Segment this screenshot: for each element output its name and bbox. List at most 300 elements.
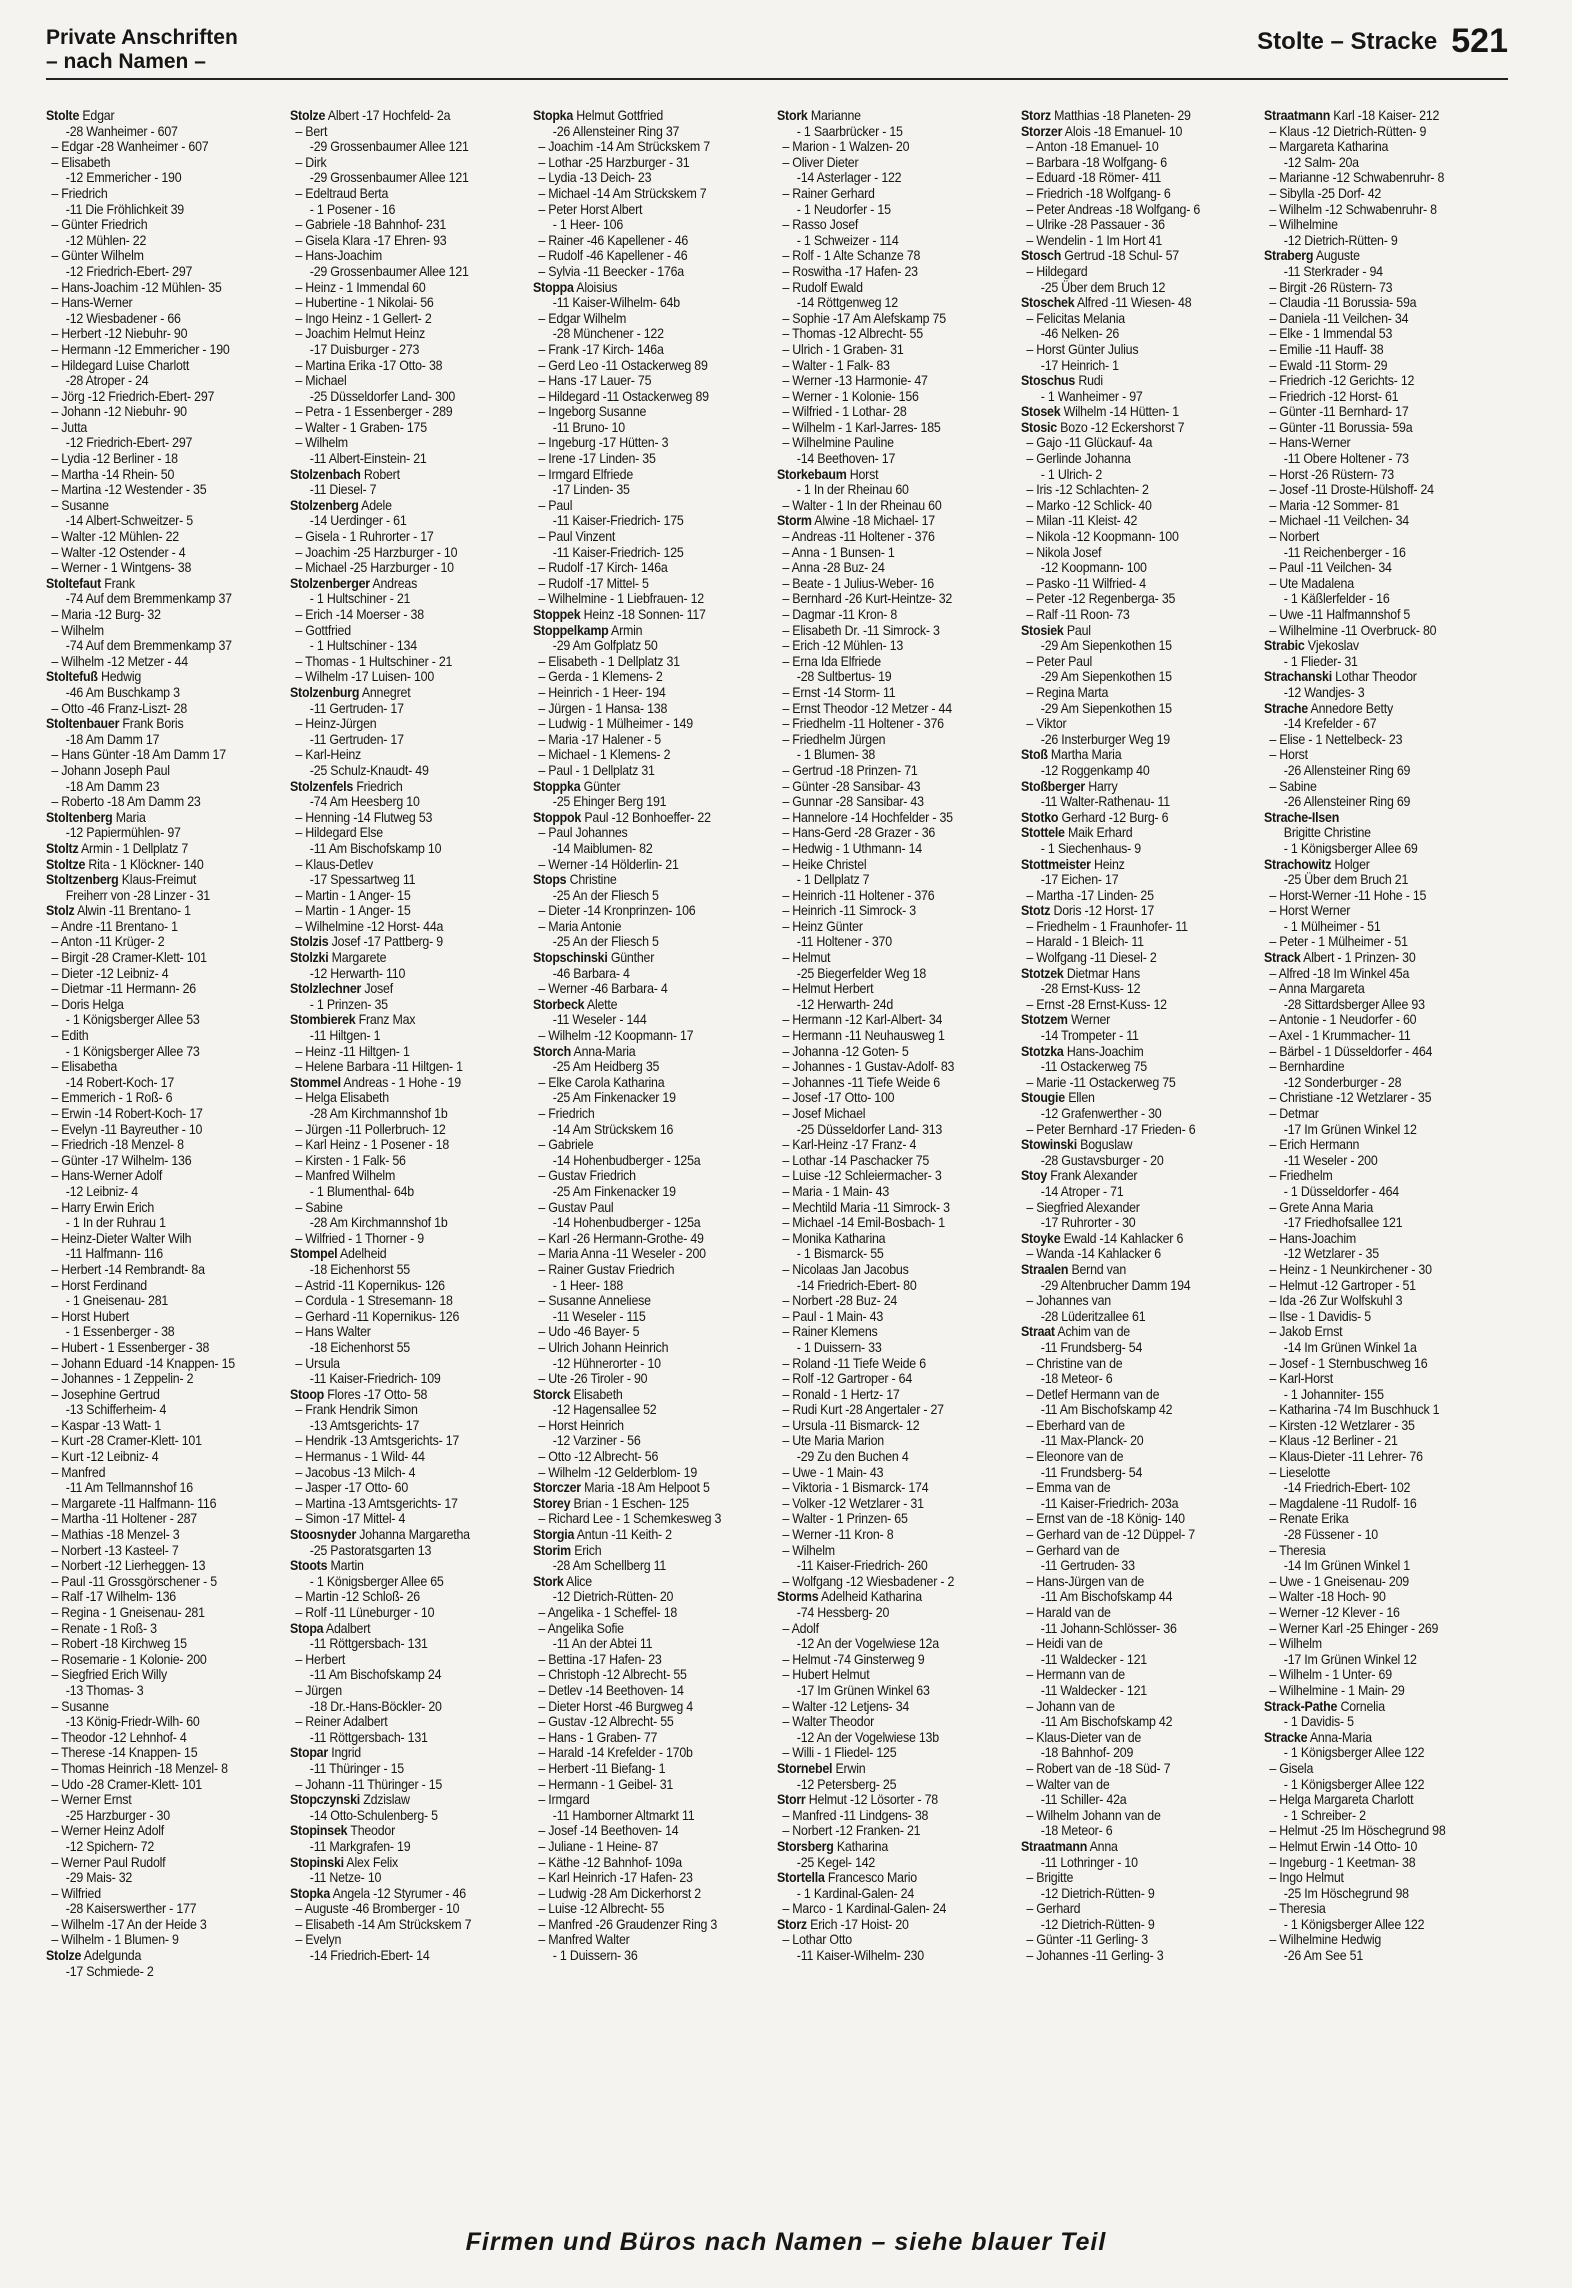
listing-line — [777, 529, 996, 545]
listing-line — [777, 217, 996, 233]
listing-line — [533, 1262, 752, 1278]
listing-text: Aloisius — [576, 279, 618, 295]
listing-line — [46, 420, 265, 436]
listing-line — [1021, 1730, 1240, 1746]
listing-text: -12 Friedrich-Ebert- 297 — [65, 435, 193, 451]
listing-text: – Evelyn — [295, 1932, 341, 1948]
listing-text: – Wilhelm -12 Metzer - 44 — [51, 653, 188, 669]
listing-line — [46, 451, 265, 467]
listing-line — [777, 1527, 996, 1543]
surname-entry — [46, 1948, 265, 1964]
listing-text: – Josef Michael — [782, 1106, 866, 1121]
listing-text: – Hubertine - 1 Nikolai- 56 — [295, 295, 434, 311]
listing-line — [533, 1278, 752, 1294]
section-title-line1: Private Anschriften — [46, 26, 238, 49]
listing-line — [533, 435, 752, 451]
listing-line — [533, 701, 752, 717]
surname: Stosic — [1020, 419, 1057, 435]
listing-line — [1021, 1215, 1240, 1231]
listing-text: -29 Am Siepenkothen 15 — [1040, 638, 1172, 654]
surname-entry — [1021, 404, 1240, 420]
listing-line — [1021, 1449, 1240, 1465]
surname-entry — [1264, 1730, 1483, 1746]
listing-line — [1264, 1870, 1483, 1886]
listing-text: - 1 Bismarck- 55 — [796, 1246, 884, 1262]
listing-text: – Volker -12 Wetzlarer - 31 — [782, 1495, 924, 1511]
listing-line — [1264, 747, 1483, 763]
listing-line — [777, 669, 996, 685]
listing-text: – Sabine — [295, 1199, 343, 1215]
listing-text: – Paul - 1 Dellplatz 31 — [538, 762, 656, 778]
listing-text: – Jürgen — [295, 1682, 342, 1698]
surname: Stoltenberg — [46, 809, 113, 825]
listing-line — [533, 1293, 752, 1309]
listing-text: Achim van de — [1057, 1324, 1130, 1340]
listing-text: -14 Robert-Koch- 17 — [65, 1074, 175, 1090]
listing-text: – Werner -12 Klever - 16 — [1269, 1605, 1401, 1620]
listing-text: – Horst — [1269, 747, 1309, 763]
listing-text: – Renate Erika — [1269, 1511, 1349, 1527]
listing-line — [1264, 1215, 1483, 1231]
listing-text: - 1 Blumenthal- 64b — [309, 1183, 414, 1199]
listing-line — [1264, 1636, 1483, 1652]
surname: Straatmann — [1020, 1838, 1087, 1854]
listing-line — [290, 451, 509, 467]
surname-entry — [533, 1387, 752, 1403]
listing-text: – Sibylla -25 Dorf- 42 — [1269, 185, 1382, 201]
listing-line — [290, 763, 509, 779]
listing-line — [290, 1449, 509, 1465]
listing-text: -26 Am See 51 — [1284, 1948, 1364, 1964]
listing-line — [1264, 1558, 1483, 1574]
listing-text: – Paul Johannes — [538, 825, 628, 841]
surname-entry — [290, 576, 509, 592]
listing-text: – Hans -17 Lauer- 75 — [538, 373, 652, 389]
listing-line — [290, 1340, 509, 1356]
listing-text: -12 Roggenkamp 40 — [1040, 762, 1150, 778]
surname-entry — [1021, 248, 1240, 264]
listing-line — [533, 825, 752, 841]
listing-text: -14 Im Grünen Winkel 1 — [1284, 1558, 1411, 1574]
listing-text: – Lydia -13 Deich- 23 — [538, 170, 652, 186]
listing-text: – Martina -12 Westender - 35 — [51, 482, 207, 498]
surname-entry — [1021, 857, 1240, 873]
listing-line — [46, 825, 265, 841]
listing-line — [533, 389, 752, 405]
surname: Storsberg — [777, 1838, 834, 1854]
listing-text: – Werner Karl -25 Ehinger - 269 — [1269, 1620, 1439, 1636]
listing-text: -28 Kaiserswerther - 177 — [65, 1901, 197, 1917]
listing-line — [1264, 1059, 1483, 1075]
listing-text: – Werner - 1 Wintgens- 38 — [51, 560, 192, 576]
listing-text: Ellen — [1067, 1090, 1095, 1106]
listing-text: Antun -11 Keith- 2 — [577, 1527, 673, 1543]
listing-line — [46, 1480, 265, 1496]
surname: Stracke — [1264, 1729, 1308, 1745]
listing-text: Erich — [574, 1542, 602, 1558]
listing-text: – Hendrik -13 Amtsgerichts- 17 — [295, 1433, 459, 1449]
listing-text: -14 Am Strückskem 16 — [553, 1121, 674, 1137]
listing-line — [1264, 1792, 1483, 1808]
listing-text: Adelgunda — [83, 1948, 142, 1964]
listing-line — [290, 1465, 509, 1481]
surname-entry — [533, 1527, 752, 1543]
listing-line — [777, 1371, 996, 1387]
listing-text: – Erich -12 Mühlen- 13 — [782, 638, 904, 654]
listing-line — [777, 654, 996, 670]
listing-line — [290, 872, 509, 888]
surname-entry — [46, 857, 265, 873]
surname-entry — [46, 903, 265, 919]
surname: Stoß — [1020, 747, 1048, 763]
listing-line — [46, 1761, 265, 1777]
listing-line — [46, 1137, 265, 1153]
listing-text: – Gisela Klara -17 Ehren- 93 — [295, 232, 447, 248]
listing-text: – Dirk — [295, 154, 327, 170]
listing-line — [1264, 1745, 1483, 1761]
surname-entry — [46, 108, 265, 124]
listing-line — [533, 1901, 752, 1917]
listing-text: – Heinrich -11 Holtener - 376 — [782, 887, 935, 903]
surname: Stoltzenberg — [46, 872, 119, 888]
listing-line — [46, 389, 265, 405]
listing-line — [777, 1948, 996, 1964]
listing-text: – Herbert -14 Rembrandt- 8a — [51, 1261, 205, 1277]
listing-text: – Bernhardine — [1269, 1059, 1345, 1075]
listing-text: – Martin - 1 Anger- 15 — [295, 887, 411, 903]
listing-line — [777, 202, 996, 218]
listing-text: – Wilhelm — [1269, 1636, 1323, 1652]
surname: Stolzenbach — [289, 466, 361, 482]
surname: Stopczynski — [289, 1792, 360, 1808]
listing-line — [1264, 1449, 1483, 1465]
surname: Stotzek — [1020, 965, 1064, 981]
listing-line — [1264, 1855, 1483, 1871]
listing-text: Freiherr von -28 Linzer - 31 — [65, 887, 210, 903]
listing-line — [777, 1449, 996, 1465]
surname-entry — [533, 1543, 752, 1559]
listing-line — [533, 1309, 752, 1325]
listing-line — [533, 1683, 752, 1699]
listing-text: Angela -12 Styrumer - 46 — [332, 1885, 466, 1901]
listing-line — [1264, 1777, 1483, 1793]
listing-text: – Felicitas Melania — [1026, 310, 1125, 326]
listing-text: -25 Über dem Bruch 12 — [1040, 279, 1165, 295]
listing-text: – Hannelore -14 Hochfelder - 35 — [782, 809, 953, 825]
listing-line — [1021, 1153, 1240, 1169]
listing-line — [533, 1730, 752, 1746]
listing-line — [1264, 763, 1483, 779]
listing-text: Alwine -18 Michael- 17 — [814, 513, 935, 529]
listing-text: – Marko -12 Schlick- 40 — [1026, 497, 1152, 513]
listing-line — [46, 342, 265, 358]
listing-line — [1021, 1870, 1240, 1886]
directory-column-4 — [777, 108, 996, 2218]
listing-text: – Harry Erwin Erich — [51, 1199, 155, 1215]
surname: Stolzenfels — [289, 778, 353, 794]
surname: Storkebaum — [777, 466, 847, 482]
listing-text: – Wendelin - 1 Im Hort 41 — [1026, 232, 1162, 248]
surname: Strack — [1264, 950, 1301, 966]
listing-line — [1264, 716, 1483, 732]
listing-line — [1264, 358, 1483, 374]
listing-line — [1021, 1371, 1240, 1387]
listing-line — [1264, 124, 1483, 140]
listing-line — [1264, 1511, 1483, 1527]
listing-text: – Horst Werner — [1269, 903, 1351, 919]
listing-text: -28 Ernst-Kuss- 12 — [1040, 981, 1140, 997]
listing-line — [533, 685, 752, 701]
listing-text: – Martha -17 Linden- 25 — [1026, 887, 1154, 903]
listing-text: – Lydia -12 Berliner - 18 — [51, 451, 178, 467]
listing-text: – Joachim -14 Am Strückskem 7 — [538, 139, 711, 155]
listing-text: - 1 Flieder- 31 — [1284, 653, 1359, 669]
listing-line — [777, 1090, 996, 1106]
listing-line — [533, 794, 752, 810]
listing-line — [1021, 1792, 1240, 1808]
listing-text: – Elke - 1 Immendal 53 — [1269, 326, 1393, 342]
listing-line — [46, 607, 265, 623]
surname: Stopar — [289, 1745, 328, 1761]
surname-entry — [1264, 669, 1483, 685]
listing-text: – Gottfried — [295, 622, 351, 638]
listing-line — [777, 747, 996, 763]
listing-line — [1021, 1714, 1240, 1730]
listing-line — [46, 763, 265, 779]
listing-line — [46, 1215, 265, 1231]
listing-text: – Edeltraud Berta — [295, 185, 388, 201]
listing-text: Franz Max — [358, 1012, 415, 1028]
listing-line — [1264, 139, 1483, 155]
listing-line — [1021, 1122, 1240, 1138]
listing-line — [290, 1652, 509, 1668]
listing-text: -28 Atroper - 24 — [65, 373, 149, 389]
listing-text: -29 Altenbrucher Damm 194 — [1040, 1277, 1191, 1293]
listing-text: - 1 Siechenhaus- 9 — [1040, 840, 1141, 856]
listing-text: – Maria -17 Halener - 5 — [538, 731, 662, 747]
listing-line — [290, 825, 509, 841]
listing-text: -11 Am Bischofskamp 10 — [309, 840, 441, 856]
listing-line — [777, 1246, 996, 1262]
listing-line — [1021, 1200, 1240, 1216]
listing-text: – Angelika Sofie — [538, 1620, 625, 1636]
listing-line — [777, 1402, 996, 1418]
listing-line — [46, 217, 265, 233]
listing-text: -46 Nelken- 26 — [1040, 326, 1119, 342]
listing-text: – Ernst -28 Ernst-Kuss- 12 — [1026, 996, 1167, 1012]
listing-text: - 1 Prinzen- 35 — [309, 996, 388, 1012]
listing-text: – Wilhelmine Pauline — [782, 435, 894, 451]
listing-text: – Joachim Helmut Heinz — [295, 326, 425, 342]
surname: Stoosnyder — [289, 1527, 356, 1543]
listing-text: -11 Hiltgen- 1 — [309, 1028, 380, 1044]
listing-line — [777, 1387, 996, 1403]
listing-text: - 1 Königsberger Allee 65 — [309, 1573, 444, 1589]
listing-line — [290, 857, 509, 873]
listing-line — [290, 1932, 509, 1948]
listing-text: – Siegfried Alexander — [1026, 1199, 1140, 1215]
listing-line — [777, 1465, 996, 1481]
listing-text: Frank Boris — [122, 716, 184, 732]
surname: Straat — [1020, 1324, 1055, 1340]
listing-text: – Wilhelm Johann van de — [1026, 1807, 1161, 1823]
listing-line — [290, 1262, 509, 1278]
listing-line — [777, 1699, 996, 1715]
listing-line — [1264, 1433, 1483, 1449]
listing-text: – Karl-Horst — [1269, 1371, 1334, 1387]
listing-text: -12 Wetzlarer - 35 — [1284, 1246, 1380, 1262]
listing-text: -28 Füssener - 10 — [1284, 1527, 1379, 1543]
listing-text: – Dietmar -11 Hermann- 26 — [51, 981, 196, 997]
listing-text: – Peter - 1 Mülheimer - 51 — [1269, 934, 1409, 950]
listing-text: – Martina -13 Amtsgerichts- 17 — [295, 1495, 458, 1511]
listing-text: -28 Sultbertus- 19 — [796, 669, 892, 685]
listing-line — [1021, 685, 1240, 701]
listing-text: -25 Pastoratsgarten 13 — [309, 1542, 431, 1558]
surname-entry — [533, 997, 752, 1013]
listing-line — [1021, 202, 1240, 218]
listing-text: – Heike Christel — [782, 856, 867, 872]
listing-line — [533, 1090, 752, 1106]
listing-text: – Elke Carola Katharina — [538, 1074, 665, 1090]
listing-line — [533, 529, 752, 545]
listing-text: -18 Eichenhorst 55 — [309, 1261, 410, 1277]
listing-line — [1264, 264, 1483, 280]
listing-text: – Bernhard -26 Kurt-Heintze- 32 — [782, 591, 953, 607]
listing-text: – Milan -11 Kleist- 42 — [1026, 513, 1137, 529]
listing-text: -25 Düsseldorfer Land- 313 — [796, 1121, 943, 1137]
listing-line — [1264, 467, 1483, 483]
listing-text: -14 Atroper - 71 — [1040, 1183, 1124, 1199]
listing-line — [533, 451, 752, 467]
listing-text: – Wolfgang -12 Wiesbadener - 2 — [782, 1573, 955, 1589]
listing-line — [533, 576, 752, 592]
listing-line — [777, 1636, 996, 1652]
listing-text: -14 Krefelder - 67 — [1284, 716, 1377, 732]
listing-text: Karl -18 Kaiser- 212 — [1333, 108, 1440, 123]
listing-text: – Nikola -12 Koopmann- 100 — [1026, 529, 1179, 545]
listing-text: – Ingeborg Susanne — [538, 404, 647, 420]
listing-text: – Jürgen - 1 Hansa- 138 — [538, 700, 668, 716]
surname: Stoschek — [1020, 295, 1075, 311]
listing-text: – Robert van de -18 Süd- 7 — [1026, 1760, 1171, 1776]
listing-text: -14 Hohenbudberger - 125a — [553, 1152, 701, 1168]
listing-line — [1264, 1012, 1483, 1028]
listing-text: – Elisabetha — [51, 1059, 118, 1075]
listing-line — [290, 1714, 509, 1730]
listing-line — [1021, 997, 1240, 1013]
directory-column-3 — [533, 108, 752, 2218]
surname: Stoschus — [1020, 373, 1075, 389]
surname: Storbeck — [533, 996, 585, 1012]
listing-text: Alwin -11 Brentano- 1 — [77, 903, 191, 919]
listing-text: -25 Ehinger Berg 191 — [553, 794, 667, 810]
listing-line — [46, 1511, 265, 1527]
surname: Strache — [1264, 700, 1309, 716]
listing-line — [290, 124, 509, 140]
listing-text: Paul -12 Bonhoeffer- 22 — [584, 809, 712, 825]
listing-line — [1264, 217, 1483, 233]
listing-text: -11 Kaiser-Friedrich- 260 — [796, 1558, 928, 1574]
listing-line — [777, 623, 996, 639]
surname: Stolzenburg — [289, 684, 359, 700]
listing-text: – Regina - 1 Gneisenau- 281 — [51, 1605, 205, 1620]
surname-entry — [1021, 124, 1240, 140]
listing-line — [46, 1777, 265, 1793]
listing-line — [777, 1340, 996, 1356]
listing-text: – Heidi van de — [1026, 1636, 1103, 1652]
listing-line — [290, 202, 509, 218]
listing-text: -11 Thüringer - 15 — [309, 1760, 404, 1776]
listing-line — [777, 716, 996, 732]
listing-text: – Kirsten -12 Wetzlarer - 35 — [1269, 1417, 1416, 1433]
listing-text: – Gisela - 1 Ruhrorter - 17 — [295, 529, 434, 545]
listing-text: – Elisabeth - 1 Dellplatz 31 — [538, 653, 681, 669]
listing-text: – Michael — [295, 373, 347, 389]
listing-text: – Günter Friedrich — [51, 217, 148, 233]
listing-text: – Andre -11 Brentano- 1 — [51, 918, 178, 934]
listing-text: -11 Waldecker - 121 — [1040, 1682, 1147, 1698]
listing-text: -12 Papiermühlen- 97 — [65, 825, 181, 841]
listing-line — [1021, 1652, 1240, 1668]
listing-line — [290, 1402, 509, 1418]
listing-line — [777, 825, 996, 841]
listing-line — [533, 1699, 752, 1715]
listing-line — [1264, 202, 1483, 218]
listing-text: -12 An der Vogelwiese 12a — [796, 1636, 939, 1652]
listing-text: – Emma van de — [1026, 1480, 1111, 1496]
listing-line — [1264, 1683, 1483, 1699]
listing-line — [777, 124, 996, 140]
listing-text: -11 Ostackerweg 75 — [1040, 1059, 1147, 1075]
listing-text: Josef -17 Pattberg- 9 — [331, 934, 443, 950]
surname-entry — [290, 981, 509, 997]
listing-line — [290, 1808, 509, 1824]
listing-line — [1021, 1402, 1240, 1418]
listing-line — [777, 358, 996, 374]
listing-line — [1021, 716, 1240, 732]
listing-line — [533, 1215, 752, 1231]
listing-line — [1021, 1574, 1240, 1590]
listing-line — [1021, 1667, 1240, 1683]
surname: Stortella — [777, 1870, 825, 1886]
listing-line — [533, 342, 752, 358]
listing-text: – Friedrich -18 Wolfgang- 6 — [1026, 185, 1171, 201]
listing-line — [777, 903, 996, 919]
listing-text: – Birgit -28 Cramer-Klett- 101 — [51, 950, 207, 966]
listing-line — [1021, 451, 1240, 467]
listing-text: -13 Thomas- 3 — [65, 1682, 144, 1698]
listing-line — [46, 950, 265, 966]
listing-text: – Friedrich -18 Menzel- 8 — [51, 1137, 184, 1153]
listing-text: – Gerhard van de — [1026, 1542, 1120, 1558]
surname-entry — [290, 1387, 509, 1403]
surname: Stoyke — [1020, 1230, 1061, 1246]
listing-text: – Gerhard van de -12 Düppel- 7 — [1026, 1527, 1195, 1543]
listing-line — [290, 233, 509, 249]
listing-line — [533, 1714, 752, 1730]
listing-line — [533, 1028, 752, 1044]
listing-line — [1021, 1059, 1240, 1075]
listing-line — [46, 934, 265, 950]
listing-line — [46, 654, 265, 670]
listing-line — [777, 1278, 996, 1294]
surname: Stornebel — [777, 1760, 833, 1776]
listing-line — [1021, 389, 1240, 405]
listing-text: Josef — [364, 981, 393, 997]
listing-text: Werner — [1070, 1012, 1110, 1028]
listing-text: Alex Felix — [346, 1854, 398, 1870]
